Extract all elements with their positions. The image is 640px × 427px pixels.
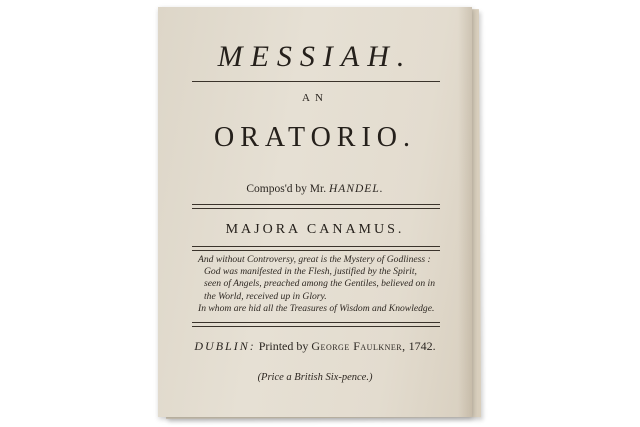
imprint-year: 1742. — [408, 339, 436, 353]
motto: MAJORA CANAMUS. — [225, 222, 405, 237]
title-rule — [192, 81, 440, 82]
title-page — [158, 7, 472, 417]
quote-line: the World, received up in Glory. — [204, 290, 327, 302]
composer-prefix: Compos'd by Mr. — [246, 183, 327, 195]
imprint-printed-by: Printed by — [258, 339, 309, 353]
imprint-rule — [192, 322, 440, 327]
motto-rule-bottom — [192, 246, 440, 251]
quote-line: seen of Angels, preached among the Gentiles, believed on in — [204, 278, 435, 290]
scripture-quote — [198, 254, 442, 315]
composer-name: HANDEL. — [328, 183, 384, 195]
imprint — [158, 339, 472, 354]
quote-line: In whom are hid all the Treasures of Wisdom and Knowledge. — [198, 302, 435, 314]
motto-rule-top — [192, 204, 440, 209]
price-line: (Price a British Six-pence.) — [257, 372, 373, 383]
page-title: MESSIAH. — [217, 40, 413, 73]
quote-line: And without Controversy, great is the Mystery of Godliness : — [198, 254, 431, 265]
imprint-printer: George Faulkner, — [311, 339, 406, 353]
imprint-city: DUBLIN: — [194, 339, 256, 353]
an-line: AN — [302, 92, 328, 104]
quote-line: God was manifested in the Flesh, justified by the Spirit, — [204, 266, 417, 278]
subtitle: ORATORIO. — [213, 122, 417, 153]
composer-line — [158, 183, 472, 195]
